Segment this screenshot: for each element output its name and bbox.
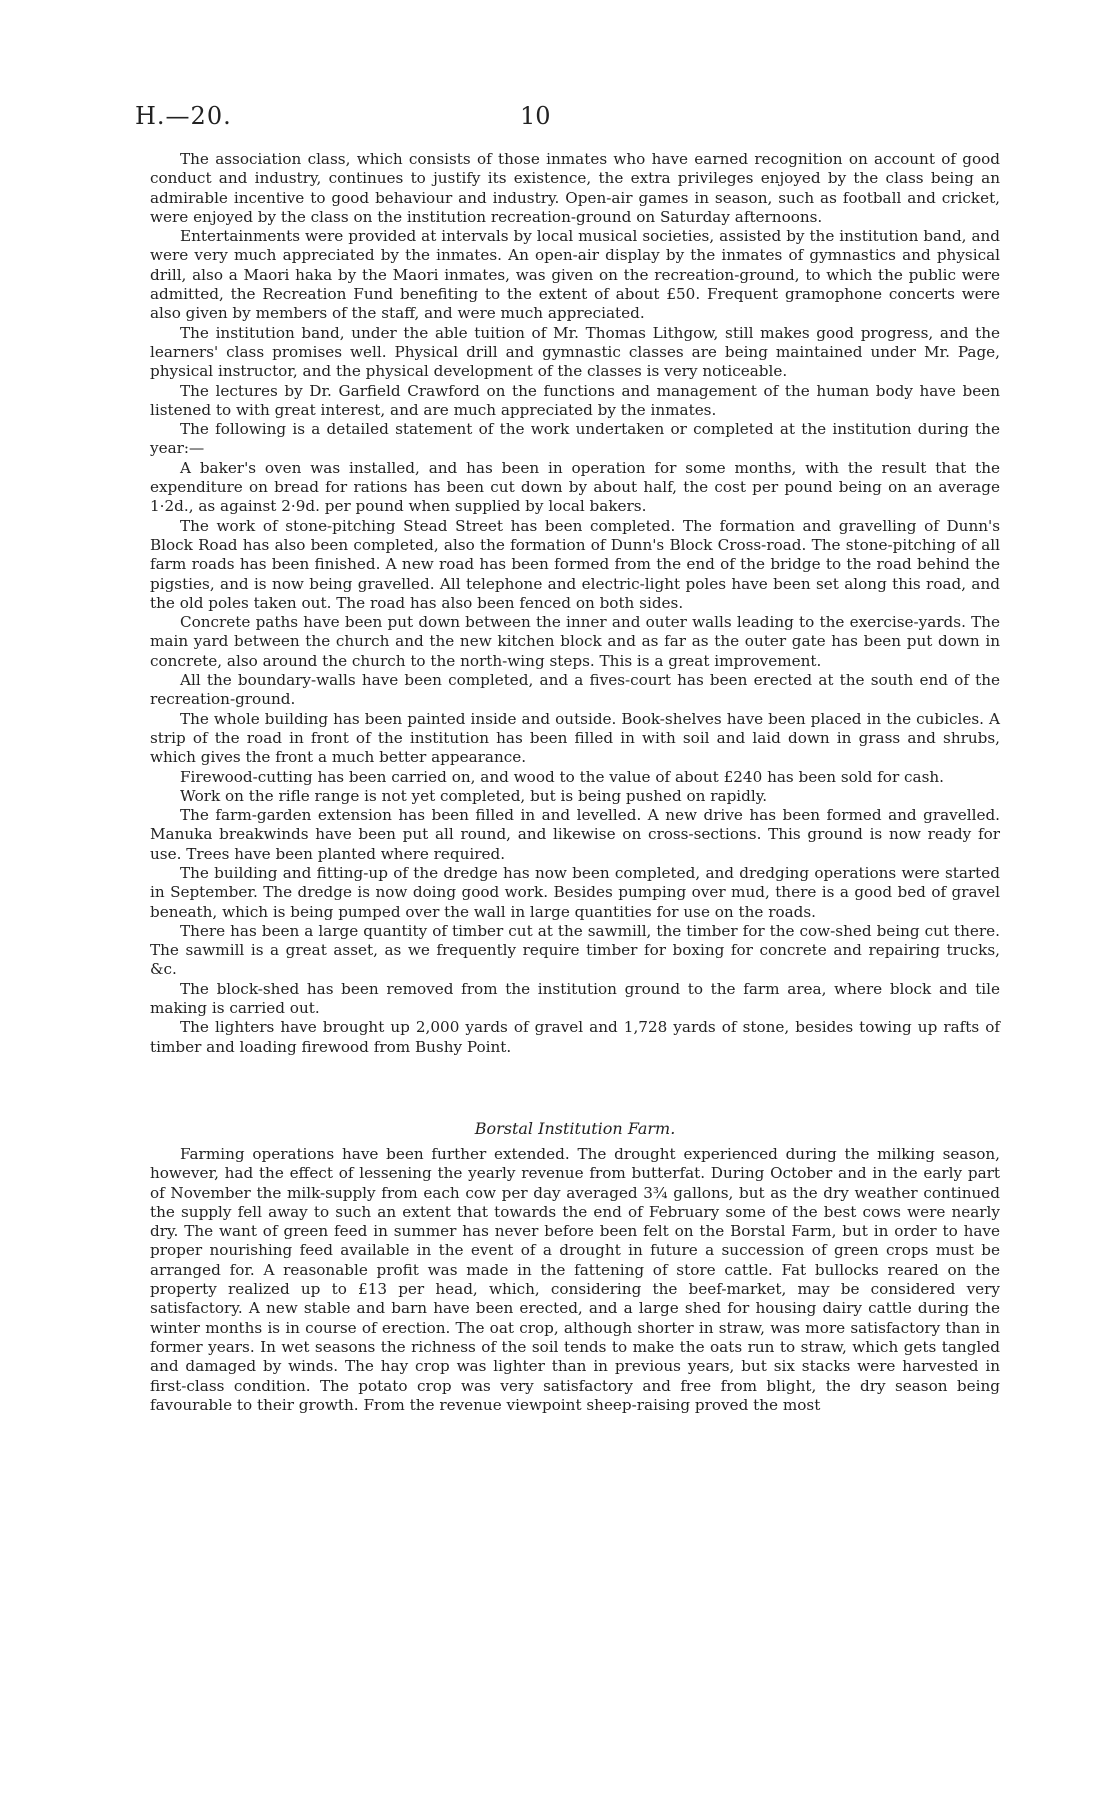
paragraph-block-shed: The block-shed has been removed from the institution ground to the farm area, where block and tile making is carried out. — [150, 979, 1000, 1018]
page-header — [135, 92, 1000, 142]
paragraph-rifle-range: Work on the rifle range is not yet completed, but is being pushed on rapidly. — [180, 786, 768, 805]
paragraph-institution-band: The institution band, under the able tuition of Mr. Thomas Lithgow, still makes good progress, and the learners' class promises well. Physical drill and gymnastic classes are being maintained under Mr. Page, physical instructor, and the physical development of the classes is very noticeable. — [150, 323, 1000, 381]
paragraph-bakers-oven: A baker's oven was installed, and has been in operation for some months, with the result that the expenditure on bread for rations has been cut down by about half, the cost per pound being on an average 1·2d., as against 2·9d. per pound when supplied by local bakers. — [150, 458, 1000, 516]
document-page — [135, 92, 1000, 1415]
paragraph-boundary-walls: All the boundary-walls have been completed, and a fives-court has been erected at the south end of the recreation-ground. — [150, 671, 1000, 709]
page-number: 10 — [520, 102, 551, 130]
paragraph-entertainments: Entertainments were provided at intervals by local musical societies, assisted by the institution band, and were very much appreciated by the inmates. An open-air display by the inmates of gymnastics and physical drill, also a Maori haka by the Maori inmates, was given on the recreation-ground, to which the public were admitted, the Recreation Fund benefiting to the extent of about £50. Frequent gramophone concerts were also given by members of the staff, and were much appreciated. — [150, 227, 1000, 323]
paragraph-firewood: Firewood-cutting has been carried on, and wood to the value of about £240 has been sold for cash. — [180, 767, 945, 786]
paragraph-concrete-paths: Concrete paths have been put down between the inner and outer walls leading to the exercise-yards. The main yard between the church and the new kitchen block and as far as the outer gate has been put down in concrete, also around the church to the north-wing steps. This is a great improvement. — [150, 613, 1000, 670]
paragraph-stone-pitching: The work of stone-pitching Stead Street has been completed. The formation and gravelling of Dunn's Block Road has also been completed, also the formation of Dunn's Block Cross-road. The stone-pitching of all farm roads has been finished. A new road has been formed from the end of the bridge to the road behind the pigsties, and is now being gravelled. All telephone and electric-light poles have been set along this road, and the old poles taken out. The road has also been fenced on both sides. — [150, 516, 1000, 612]
document-reference: H.—20. — [135, 102, 232, 130]
paragraph-farming-operations: Farming operations have been further extended. The drought experienced during the milking season, however, had the effect of lessening the yearly revenue from butterfat. During October and in the early part of November the milk-supply from each cow per day averaged 3¾ gallons, but as the dry weather continued the supply fell away to such an extent that towards the end of February some of the best cows were nearly dry. The want of green feed in summer has never before been felt on the Borstal Farm, but in order to have proper nourishing feed available in the event of a drought in future a succession of green crops must be arranged for. A reasonable profit was made in the fattening of store cattle. Fat bullocks reared on the property realized up to £13 per head, which, considering the beef-market, may be considered very satisfactory. A new stable and barn have been erected, and a large shed for housing dairy cattle during the winter months is in course of erection. The oat crop, although shorter in straw, was more satisfactory than in former years. In wet seasons the richness of the soil tends to make the oats run to straw, which gets tangled and damaged by winds. The hay crop was lighter than in previous years, but six stacks were harvested in first-class condition. The potato crop was very satisfactory and free from blight, the dry season being favourable to their growth. From the revenue viewpoint sheep-raising proved the most — [150, 1144, 1000, 1414]
paragraph-dredge: The building and fitting-up of the dredge has now been completed, and dredging operations were started in September. The dredge is now doing good work. Besides pumping over mud, there is a good bed of gravel beneath, which is being pumped over the wall in large quantities for use on the roads. — [150, 863, 1000, 921]
paragraph-lighters: The lighters have brought up 2,000 yards of gravel and 1,728 yards of stone, besides towing up rafts of timber and loading firewood from Bushy Point. — [150, 1018, 1000, 1056]
farm-section-heading: Borstal Institution Farm. — [474, 1118, 676, 1138]
paragraph-farm-garden: The farm-garden extension has been filled in and levelled. A new drive has been formed and gravelled. Manuka breakwinds have been put all round, and likewise on cross-sections. This ground is now ready for use. Trees have been planted where required. — [150, 806, 1000, 863]
paragraph-association-class: The association class, which consists of those inmates who have earned recognition on account of good conduct and industry, continues to justify its existence, the extra privileges enjoyed by the class being an admirable incentive to good behaviour and industry. Open-air games in season, such as football and cricket, were enjoyed by the class on the institution recreation-ground on Saturday afternoons. — [150, 150, 1000, 226]
body-text — [150, 150, 1000, 1057]
paragraph-statement-intro: The following is a detailed statement of the work undertaken or completed at the institution during the year:— — [150, 420, 1000, 458]
paragraph-painting: The whole building has been painted inside and outside. Book-shelves have been placed in the cubicles. A strip of the road in front of the institution has been filled in with soil and laid down in grass and shrubs, which gives the front a much better appearance. — [150, 709, 1000, 767]
paragraph-lectures: The lectures by Dr. Garfield Crawford on the functions and management of the human body have been listened to with great interest, and are much appreciated by the inmates. — [150, 381, 1000, 419]
paragraph-sawmill: There has been a large quantity of timber cut at the sawmill, the timber for the cow-shed being cut there. The sawmill is a great asset, as we frequently require timber for boxing for concrete and repairing trucks, &c. — [150, 921, 1000, 979]
